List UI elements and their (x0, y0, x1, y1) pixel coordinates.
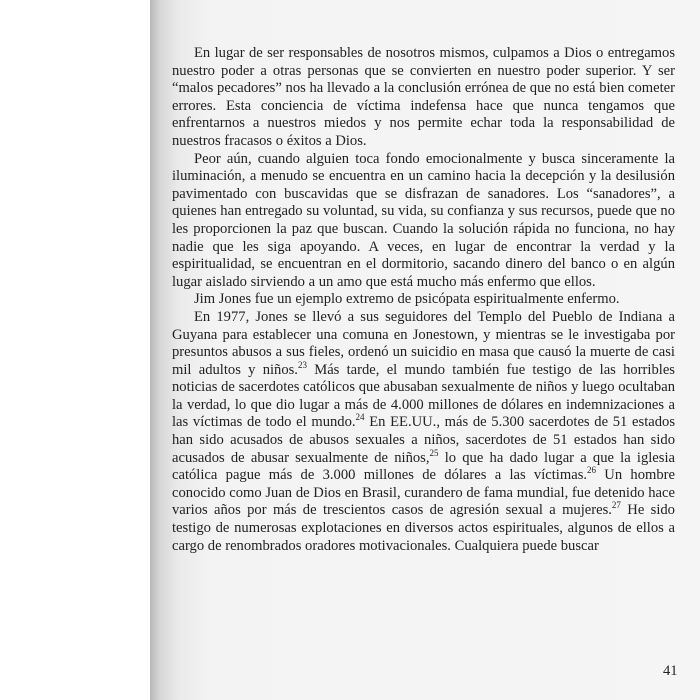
text-run: En EE.UU., más de 5.300 sacerdotes de 51 estados han sido acusados de abusos sexuales a niños, sacerdotes de 51 estados han sido acusados de abusar sexualmente de niños, (172, 414, 675, 466)
text-run: lo que ha dado lugar a que la iglesia católica pague más de 3.000 millones de dólares a las víctimas. (172, 449, 675, 484)
paragraph-4 (172, 309, 675, 555)
footnote-ref-24: 24 (355, 412, 365, 423)
page-number: 41 (663, 663, 678, 679)
footnote-ref-27: 27 (611, 500, 621, 511)
text-run: Peor aún, cuando alguien toca fondo emocionalmente y busca sinceramente la iluminación, a menudo se encuentra en un camino hacia la decepción y la desilusión pavimentado con buscavidas que se disfrazan de sanadores. Los “sanadores”, a quienes han entregado su voluntad, su vida, su confianza y sus recursos, puede que no les proporcionen la paz que buscan. Cuando la solución rápida no funciona, no hay nadie que les siga apoyando. A veces, en lugar de encontrar la verdad y la espiritualidad, se encuentran en el dormitorio, sacando dinero del banco o en algún lugar aislado sirviendo a un amo que está mucho más enfermo que ellos. (172, 150, 675, 290)
text-run: Jim Jones fue un ejemplo extremo de psicópata espiritualmente enfermo. (194, 291, 620, 308)
book-page (150, 0, 700, 700)
text-run: He sido testigo de numerosas explotaciones en diversos actos espirituales, algunos de ellos a cargo de renombrados oradores motivacionales. Cualquiera puede buscar (172, 502, 675, 554)
paragraph-2 (172, 151, 675, 292)
paragraph-1 (172, 45, 675, 151)
text-run: En 1977, Jones se llevó a sus seguidores del Templo del Pueblo de Indiana a Guyana para establecer una comuna en Jonestown, y mientras se le investigaba por presuntos abusos a sus fieles, ordenó un suicidio en masa que causó la muerte de casi mil adultos y niños. (172, 308, 675, 378)
footnote-ref-23: 23 (297, 359, 307, 370)
text-run: En lugar de ser responsables de nosotros mismos, culpamos a Dios o entregamos nuestro poder a otras personas que se convierten en nuestro poder superior. Y ser “malos pecadores” nos ha llevado a la conclusión errónea de que no está bien cometer errores. Esta conciencia de víctima indefensa hace que nunca tengamos que enfrentarnos a nuestros miedos y nos permite echar toda la responsabilidad de nuestros fracasos o éxitos a Dios. (172, 45, 675, 149)
body-text (172, 45, 675, 555)
text-run: Un hombre conocido como Juan de Dios en Brasil, curandero de fama mundial, fue detenido hace varios años por más de trescientos casos de agresión sexual a mujeres. (172, 467, 675, 519)
footnote-ref-26: 26 (587, 465, 597, 476)
footnote-ref-25: 25 (429, 447, 439, 458)
scan-margin (0, 0, 150, 700)
text-run: Más tarde, el mundo también fue testigo de las horribles noticias de sacerdotes católicos que abusaban sexualmente de niños y luego ocultaban la verdad, lo que dio lugar a más de 4.000 millones de dólares en indemnizaciones a las víctimas de todo el mundo. (172, 361, 675, 431)
paragraph-3 (172, 291, 675, 309)
